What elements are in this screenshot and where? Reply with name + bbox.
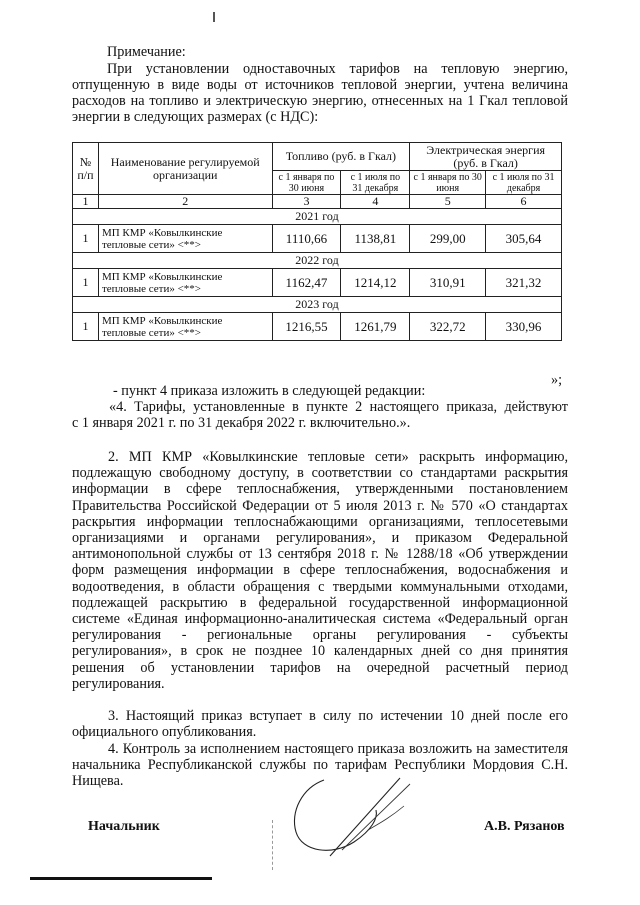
point4-line-1: «4. Тарифы, установленные в пункте 2 настоящего приказа, действуют bbox=[109, 399, 568, 415]
header-organization: Наименование регулируемой организации bbox=[98, 143, 272, 195]
item-3-paragraph bbox=[72, 708, 568, 740]
organization-name: МП КМР «Ковылкинские тепловые сети» <**> bbox=[98, 313, 272, 341]
elec-value-2: 321,32 bbox=[486, 269, 562, 297]
column-index: 1 bbox=[73, 195, 99, 209]
elec-value-2: 305,64 bbox=[486, 225, 562, 253]
intro-line-3: расходов на топливо и электрическую энергию, отнесенных на 1 Гкал тепловой bbox=[72, 93, 568, 109]
elec-value-1: 299,00 bbox=[410, 225, 486, 253]
organization-name: МП КМР «Ковылкинские тепловые сети» <**> bbox=[98, 225, 272, 253]
organization-name: МП КМР «Ковылкинские тепловые сети» <**> bbox=[98, 269, 272, 297]
intro-line-1: При установлении одноставочных тарифов на тепловую энергию, bbox=[107, 61, 568, 77]
elec-value-1: 322,72 bbox=[410, 313, 486, 341]
handwritten-signature bbox=[272, 770, 422, 865]
scan-edge-line bbox=[30, 877, 212, 880]
point4-line-2: с 1 января 2021 г. по 31 декабря 2022 г. включительно.». bbox=[72, 415, 411, 431]
fuel-value-1: 1110,66 bbox=[272, 225, 341, 253]
signer-title: Начальник bbox=[88, 819, 160, 834]
table-closing-quote: »; bbox=[551, 372, 563, 388]
item-3-text: 3. Настоящий приказ вступает в силу по истечении 10 дней после его официального опубликования. bbox=[72, 708, 568, 741]
column-index: 6 bbox=[486, 195, 562, 209]
row-number: 1 bbox=[73, 269, 99, 297]
column-index: 2 bbox=[98, 195, 272, 209]
elec-value-1: 310,91 bbox=[410, 269, 486, 297]
header-elec-period-1: с 1 января по 30 июня bbox=[410, 171, 486, 195]
table-row bbox=[73, 269, 562, 297]
scan-mark bbox=[213, 12, 215, 22]
row-number: 1 bbox=[73, 313, 99, 341]
header-fuel: Топливо (руб. в Гкал) bbox=[272, 143, 410, 171]
header-fuel-period-1: с 1 января по 30 июня bbox=[272, 171, 341, 195]
point4-intro: - пункт 4 приказа изложить в следующей редакции: bbox=[113, 383, 426, 399]
elec-value-2: 330,96 bbox=[486, 313, 562, 341]
intro-line-4: энергии в следующих размерах (с НДС): bbox=[72, 109, 319, 125]
year-heading: 2023 год bbox=[73, 297, 562, 313]
fuel-value-1: 1162,47 bbox=[272, 269, 341, 297]
note-title: Примечание: bbox=[107, 44, 186, 60]
table-row bbox=[73, 313, 562, 341]
fuel-value-1: 1216,55 bbox=[272, 313, 341, 341]
item-4-text: 4. Контроль за исполнением настоящего приказа возложить на заместителя начальника Республиканской службы по тарифам Республики Мордовия С.Н. Нищева. bbox=[72, 741, 568, 790]
header-fuel-period-2: с 1 июля по 31 декабря bbox=[341, 171, 410, 195]
fuel-value-2: 1138,81 bbox=[341, 225, 410, 253]
column-index: 3 bbox=[272, 195, 341, 209]
fold-line bbox=[272, 820, 274, 870]
header-number: № п/п bbox=[73, 143, 99, 195]
column-index: 4 bbox=[341, 195, 410, 209]
year-heading: 2021 год bbox=[73, 209, 562, 225]
header-elec-period-2: с 1 июля по 31 декабря bbox=[486, 171, 562, 195]
column-index: 5 bbox=[410, 195, 486, 209]
fuel-value-2: 1261,79 bbox=[341, 313, 410, 341]
item-2-paragraph bbox=[72, 449, 568, 692]
year-heading: 2022 год bbox=[73, 253, 562, 269]
row-number: 1 bbox=[73, 225, 99, 253]
item-2-text: 2. МП КМР «Ковылкинские тепловые сети» раскрыть информацию, подлежащую свободному доступу, в соответствии со стандартами раскрытия информации в сфере теплоснабжения, утвержденными постановлением Правительства Российской Федерации от 5 июля 2013 г. № 570 «О стандартах раскрытия информации теплоснабжающими организациями, теплосетевыми организациями и органами регулирования», и приказом Федеральной антимонопольной службы от 13 сентября 2018 г. № 1288/18 «Об утверждении форм размещения информации в сфере теплоснабжения, водоснабжения и водоотведения, в области обращения с твердыми коммунальными отходами, подлежащей раскрытию в федеральной государственной информационной системе «Единая информационно-аналитическая система «Федеральный орган регулирования - региональные органы регулирования - субъекты регулирования», в срок не позднее 10 календарных дней со дня принятия решения об установлении тарифов на очередной расчетный период регулирования. bbox=[72, 449, 568, 692]
table-row bbox=[73, 225, 562, 253]
tariff-table bbox=[72, 142, 562, 341]
signer-name: А.В. Рязанов bbox=[484, 819, 565, 834]
intro-line-2: отпущенную в виде воды от источников тепловой энергии, учтена величина bbox=[72, 77, 568, 93]
header-electricity: Электрическая энергия (руб. в Гкал) bbox=[410, 143, 562, 171]
fuel-value-2: 1214,12 bbox=[341, 269, 410, 297]
